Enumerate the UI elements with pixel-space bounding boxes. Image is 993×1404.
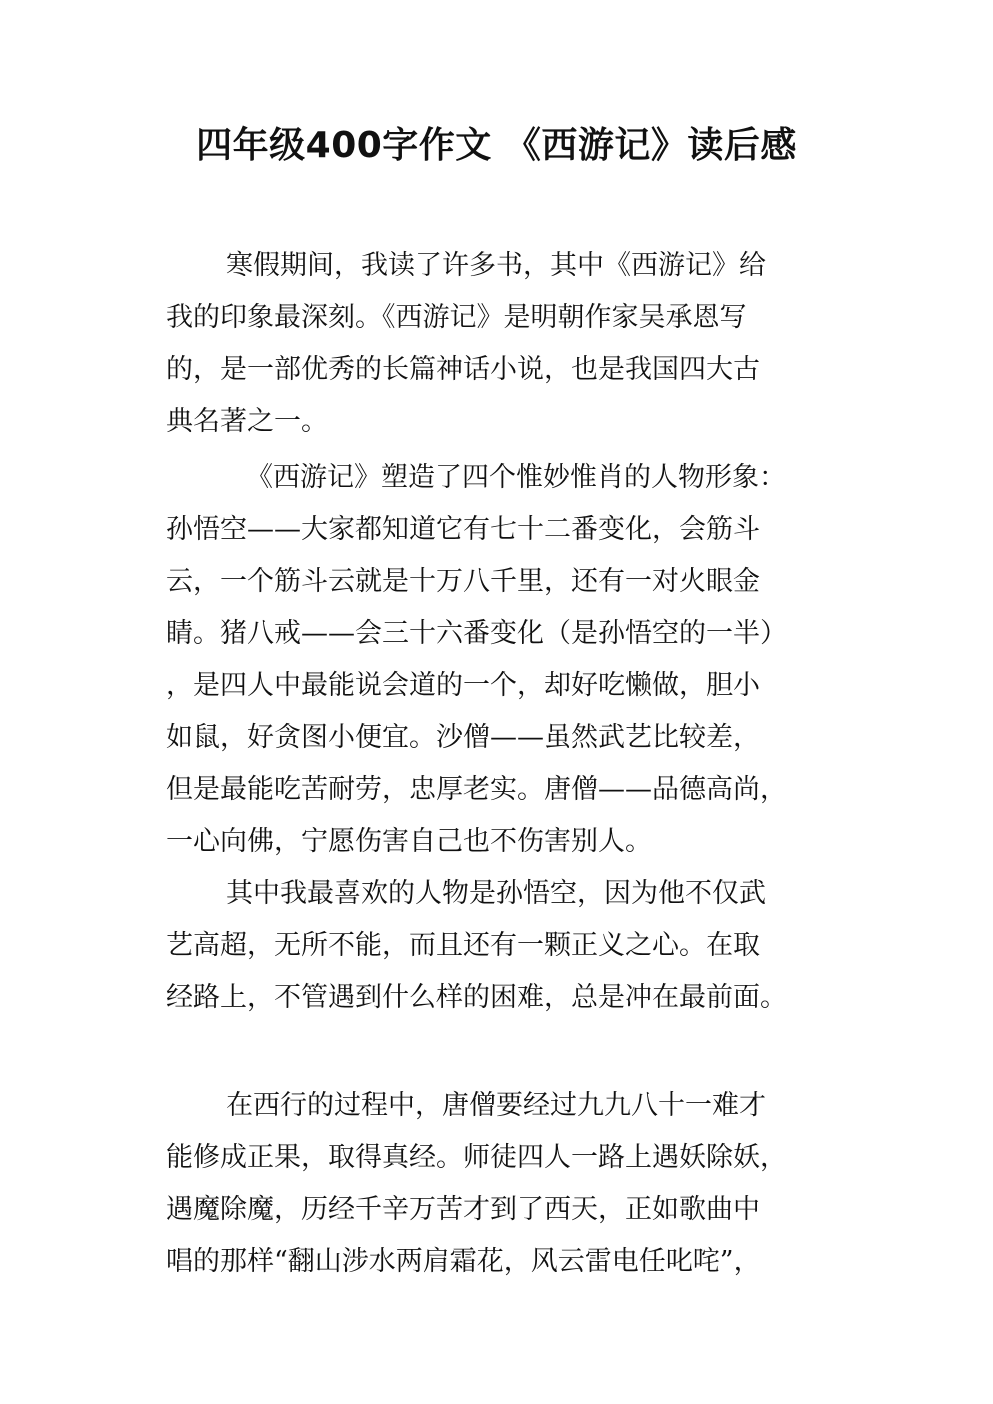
- text-line: 睛。猪八戒——会三十六番变化（是孙悟空的一半）: [166, 618, 787, 649]
- text-line: 唱的那样“翻山涉水两肩霜花，风云雷电任叱咤”，: [166, 1246, 761, 1277]
- text-line: 在西行的过程中，唐僧要经过九九八十一难才: [226, 1090, 766, 1121]
- document-title: 四年级400字作文 《西游记》读后感: [196, 125, 797, 166]
- text-line: 的，是一部优秀的长篇神话小说，也是我国四大古: [166, 354, 760, 385]
- text-line: 寒假期间，我读了许多书，其中《西游记》给: [226, 250, 766, 281]
- text-line: 一心向佛，宁愿伤害自己也不伤害别人。: [166, 826, 652, 857]
- text-line: 如鼠，好贪图小便宜。沙僧——虽然武艺比较差，: [166, 722, 760, 753]
- text-line: 经路上，不管遇到什么样的困难，总是冲在最前面。: [166, 982, 787, 1013]
- text-line: 能修成正果，取得真经。师徒四人一路上遇妖除妖，: [166, 1142, 787, 1173]
- text-line: 但是最能吃苦耐劳，忠厚老实。唐僧——品德高尚，: [166, 774, 787, 805]
- text-line: 我的印象最深刻。《西游记》是明朝作家吴承恩写: [166, 302, 747, 333]
- text-line: 《西游记》塑造了四个惟妙惟肖的人物形象：: [246, 462, 786, 493]
- text-line: 艺高超，无所不能，而且还有一颗正义之心。在取: [166, 930, 760, 961]
- text-line: 云，一个筋斗云就是十万八千里，还有一对火眼金: [166, 566, 760, 597]
- text-line: 典名著之一。: [166, 406, 328, 437]
- text-line: 孙悟空——大家都知道它有七十二番变化，会筋斗: [166, 514, 760, 545]
- text-line: ，是四人中最能说会道的一个，却好吃懒做，胆小: [166, 670, 760, 701]
- text-line: 其中我最喜欢的人物是孙悟空，因为他不仅武: [226, 878, 766, 909]
- text-line: 遇魔除魔，历经千辛万苦才到了西天，正如歌曲中: [166, 1194, 760, 1225]
